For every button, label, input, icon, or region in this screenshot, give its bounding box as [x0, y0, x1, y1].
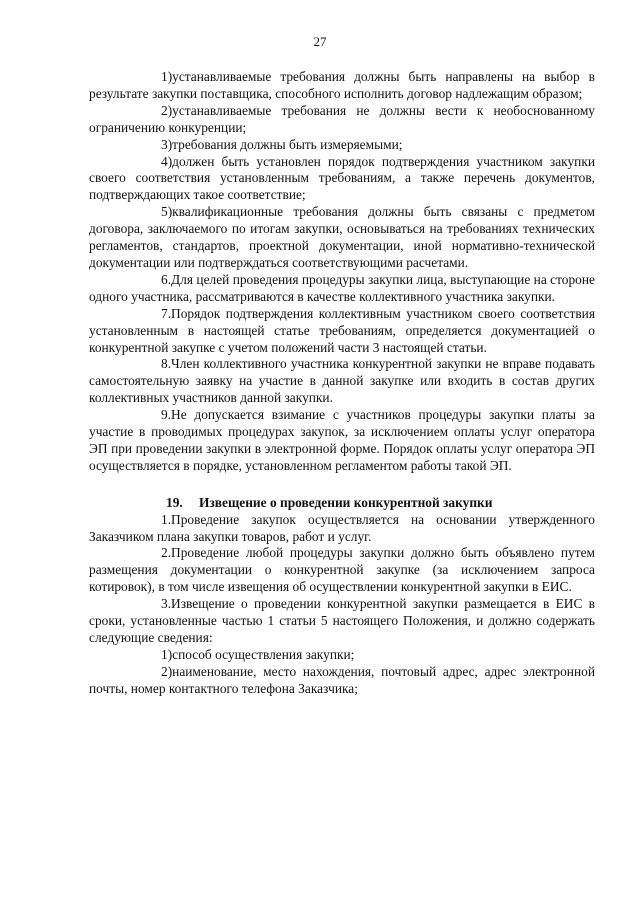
item-number: 1)	[161, 646, 173, 662]
item-number: 9.	[161, 407, 172, 423]
paragraph-text: Порядок подтверждения коллективным участником своего соответствия установленным в настоящей статье требованиям, определяется документацией о конкурентной закупке с учетом положений части 3 настоящей статьи.	[89, 305, 595, 355]
paragraph-text: должен быть установлен порядок подтверждения участником закупки своего соответствия установленным требованиям, а также перечень документов, подтверждающих такое соответствие;	[89, 153, 595, 203]
paragraph	[89, 204, 595, 272]
section-title: Извещение о проведении конкурентной закупки	[199, 494, 493, 510]
paragraph	[89, 664, 595, 698]
requirements-list	[89, 69, 595, 475]
page-number: 27	[313, 34, 327, 49]
paragraph	[89, 512, 595, 546]
document-body	[89, 69, 595, 698]
paragraph	[89, 407, 595, 475]
paragraph	[89, 306, 595, 357]
paragraph	[89, 545, 595, 596]
paragraph-text: Извещение о проведении конкурентной закупки размещается в ЕИС в сроки, установленные частью 1 статьи 5 настоящего Положения, и должно содержать следующие сведения:	[89, 596, 595, 645]
item-number: 1)	[161, 69, 173, 84]
item-number: 8.	[161, 356, 172, 372]
item-number: 5)	[161, 204, 173, 220]
paragraph	[89, 647, 595, 664]
item-number: 3.	[161, 596, 172, 612]
paragraph-text: Член коллективного участника конкурентной закупки не вправе подавать самостоятельную заявку на участие в данной закупке или входить в состав других коллективных участников данной закупки.	[89, 356, 595, 406]
section-number: 19.	[166, 494, 183, 510]
paragraph-text: способ осуществления закупки;	[172, 646, 355, 662]
paragraph-text: Проведение любой процедуры закупки должно быть объявлено путем размещения документации о конкурентной закупке (за исключением запроса котировок), в том числе извещения об осуществлении конкурентной закупки в ЕИС.	[89, 545, 595, 595]
paragraph-text: квалификационные требования должны быть связаны с предметом договора, заключаемого по итогам закупки, основываться на требованиях технических регламентов, стандартов, проектной документации, иной нормативно-технической документации или подтверждаться соответствующими расчетами.	[89, 204, 595, 270]
paragraph-text: Не допускается взимание с участников процедуры закупки платы за участие в проводимых процедурах закупок, за исключением оплаты услуг оператора ЭП при проведении закупки в электронной форме. Порядок оплаты услуг оператора ЭП осуществляется в порядке, установленном регламентом работы такой ЭП.	[89, 407, 595, 473]
paragraph	[89, 137, 595, 154]
item-number: 4)	[161, 153, 173, 169]
item-number: 3)	[161, 136, 173, 152]
paragraph-text: требования должны быть измеряемыми;	[172, 136, 403, 152]
item-number: 6.	[161, 271, 172, 287]
item-number: 2)	[161, 102, 173, 118]
item-number: 1.	[161, 511, 172, 527]
paragraph-text: устанавливаемые требования не должны вести к необоснованному ограничению конкуренции;	[89, 102, 595, 135]
paragraph-text: устанавливаемые требования должны быть направлены на выбор в результате закупки поставщика, способного исполнить договор надлежащим образом;	[89, 69, 595, 101]
paragraph	[89, 69, 595, 103]
paragraph	[89, 356, 595, 407]
paragraph	[89, 154, 595, 205]
notice-list	[89, 512, 595, 698]
paragraph	[89, 103, 595, 137]
section-heading	[89, 495, 595, 512]
item-number: 7.	[161, 305, 172, 321]
paragraph-text: Для целей проведения процедуры закупки лица, выступающие на стороне одного участника, рассматриваются в качестве коллективного участника закупки.	[89, 271, 595, 304]
paragraph-text: наименование, место нахождения, почтовый адрес, адрес электронной почты, номер контактного телефона Заказчика;	[89, 663, 595, 696]
item-number: 2.	[161, 545, 172, 561]
item-number: 2)	[161, 663, 173, 679]
paragraph	[89, 596, 595, 647]
paragraph	[89, 272, 595, 306]
paragraph-text: Проведение закупок осуществляется на основании утвержденного Заказчиком плана закупки товаров, работ и услуг.	[89, 511, 595, 544]
